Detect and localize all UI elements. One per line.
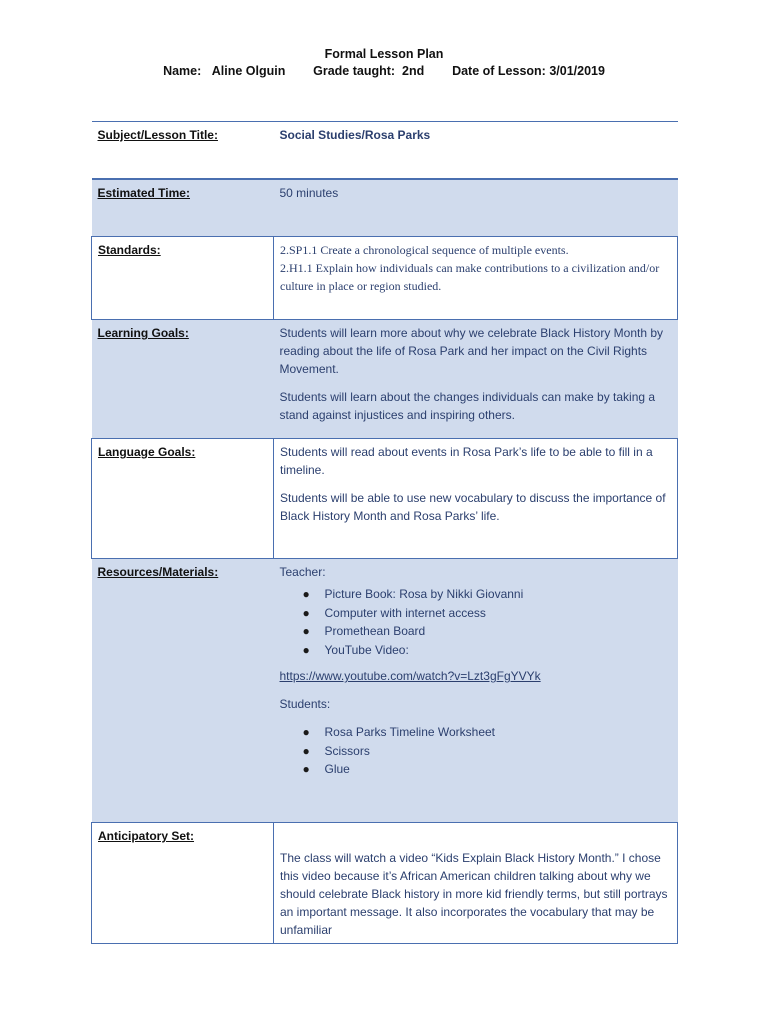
standard-1: 2.SP1.1 Create a chronological sequence of multiple events. [280, 243, 569, 257]
name-value: Aline Olguin [211, 64, 286, 78]
learning-goal-2: Students will learn about the changes individuals can make by taking a stand against injustices and inspiring others. [279, 390, 656, 422]
student-materials-list [280, 723, 672, 779]
youtube-link[interactable]: https://www.youtube.com/watch?v=Lzt3gFgYVYk [279, 669, 541, 683]
row-subject [92, 122, 678, 179]
list-item: ● Promethean Board [325, 622, 672, 641]
resources-label: Resources/Materials: [92, 559, 274, 823]
document-meta [0, 62, 768, 80]
date-value: 3/01/2019 [549, 64, 605, 78]
row-standards [92, 237, 678, 320]
bullet-icon: ● [302, 642, 310, 657]
learning-goals-value [274, 320, 678, 439]
teacher-heading: Teacher: [279, 565, 326, 579]
lesson-plan-table [91, 121, 678, 944]
anticipatory-label: Anticipatory Set: [92, 823, 274, 944]
list-item: ● Picture Book: Rosa by Nikki Giovanni [325, 585, 672, 604]
bullet-icon: ● [302, 587, 310, 601]
learning-goal-1: Students will learn more about why we celebrate Black History Month by reading about the life of Rosa Park and her impact on the Civil Rights Movement. [279, 326, 664, 376]
subject-value: Social Studies/Rosa Parks [274, 122, 678, 179]
name-label: Name: [163, 64, 202, 78]
bullet-icon: ● [302, 605, 310, 620]
language-goals-label: Language Goals: [92, 439, 274, 559]
time-value: 50 minutes [274, 179, 678, 237]
video-link-paragraph [280, 667, 672, 685]
list-item: ● YouTube Video: [325, 641, 672, 660]
list-item: ● Computer with internet access [325, 604, 672, 623]
bullet-icon: ● [302, 762, 310, 776]
row-estimated-time [92, 179, 678, 237]
language-goals-value [274, 439, 678, 559]
standards-value [274, 237, 678, 320]
date-label: Date of Lesson: [452, 64, 546, 78]
standard-2: 2.H1.1 Explain how individuals can make contributions to a civilization and/or culture in place or region studied. [280, 261, 660, 293]
teacher-materials-list [280, 585, 672, 659]
subject-label: Subject/Lesson Title: [92, 122, 274, 179]
anticipatory-value: The class will watch a video “Kids Explain Black History Month.” I chose this video because it’s African American children talking about why we should celebrate Black history in more kid friendly terms, but still portrays an important message. It also incorporates the vocabulary that may be unfamiliar [274, 823, 678, 944]
document-title: Formal Lesson Plan [324, 47, 444, 61]
language-goal-1: Students will read about events in Rosa Park’s life to be able to fill in a timeline. [280, 445, 653, 477]
list-item: ● Scissors [325, 742, 672, 761]
bullet-icon: ● [302, 743, 310, 758]
row-learning-goals [92, 320, 678, 439]
document-header [0, 46, 768, 80]
bullet-icon: ● [302, 725, 310, 739]
grade-value: 2nd [402, 64, 425, 78]
row-resources [92, 559, 678, 823]
learning-goals-label: Learning Goals: [92, 320, 274, 439]
list-item: ● Rosa Parks Timeline Worksheet [325, 723, 672, 742]
students-heading: Students: [279, 697, 331, 711]
standards-label: Standards: [92, 237, 274, 320]
list-item: ● Glue [325, 760, 672, 779]
row-anticipatory-set [92, 823, 678, 944]
bullet-icon: ● [302, 624, 310, 638]
language-goal-2: Students will be able to use new vocabulary to discuss the importance of Black History Month and Rosa Parks’ life. [280, 491, 666, 523]
time-label: Estimated Time: [92, 179, 274, 237]
grade-label: Grade taught: [313, 64, 396, 78]
resources-value [274, 559, 678, 823]
row-language-goals [92, 439, 678, 559]
